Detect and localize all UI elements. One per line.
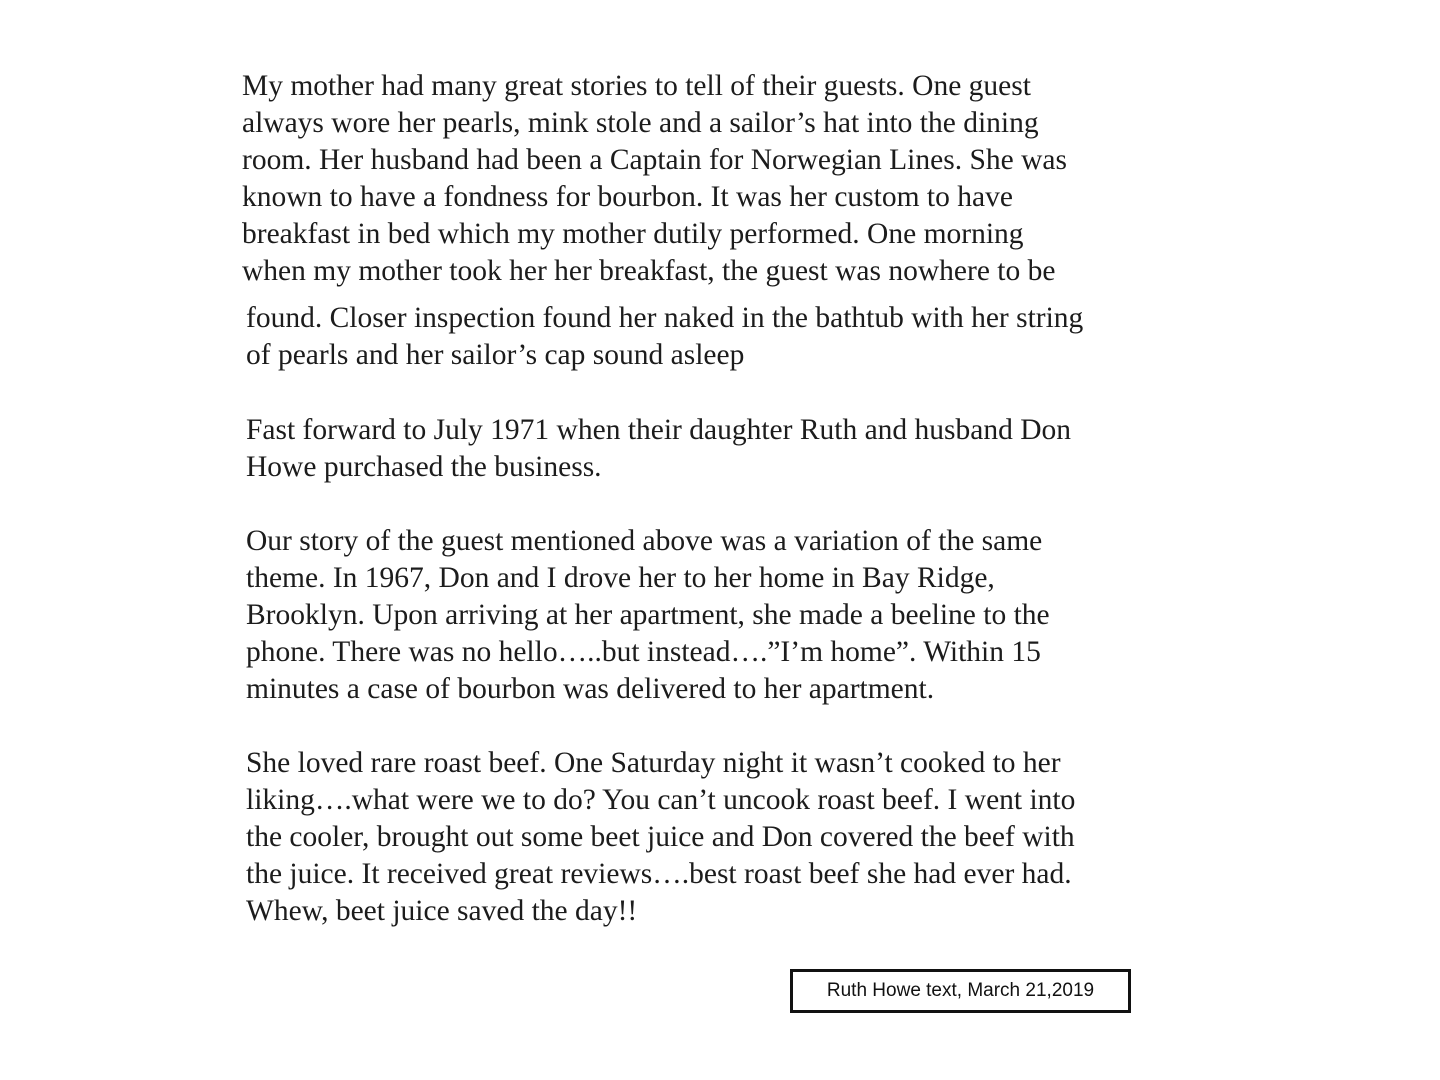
text-line: Whew, beet juice saved the day!! (246, 895, 638, 927)
text-line: liking….what were we to do? You can’t uncook roast beef. I went into (246, 784, 1076, 816)
text-line: the cooler, brought out some beet juice and Don covered the beef with (246, 821, 1075, 853)
text-line: of pearls and her sailor’s cap sound asleep (246, 339, 745, 371)
text-line: breakfast in bed which my mother dutily performed. One morning (242, 218, 1024, 250)
text-line: when my mother took her her breakfast, the guest was nowhere to be (242, 255, 1056, 287)
text-line: the juice. It received great reviews….best roast beef she had ever had. (246, 858, 1072, 890)
text-line: Our story of the guest mentioned above was a variation of the same (246, 525, 1043, 557)
text-line: My mother had many great stories to tell of their guests. One guest (242, 70, 1031, 102)
text-line: Howe purchased the business. (246, 451, 602, 483)
text-line: found. Closer inspection found her naked in the bathtub with her string (246, 302, 1084, 334)
text-line: theme. In 1967, Don and I drove her to her home in Bay Ridge, (246, 562, 995, 594)
attribution-box (790, 969, 1131, 1013)
text-line: Brooklyn. Upon arriving at her apartment, she made a beeline to the (246, 599, 1050, 631)
text-line: minutes a case of bourbon was delivered to her apartment. (246, 673, 935, 705)
text-line: room. Her husband had been a Captain for Norwegian Lines. She was (242, 144, 1067, 176)
attribution-caption: Ruth Howe text, March 21,2019 (826, 980, 1095, 1001)
text-line: phone. There was no hello…..but instead….”I’m home”. Within 15 (246, 636, 1041, 668)
text-line: always wore her pearls, mink stole and a sailor’s hat into the dining (242, 107, 1039, 139)
text-line: Fast forward to July 1971 when their daughter Ruth and husband Don (246, 414, 1072, 446)
text-line: She loved rare roast beef. One Saturday night it wasn’t cooked to her (246, 747, 1061, 779)
text-line: known to have a fondness for bourbon. It was her custom to have (242, 181, 1013, 213)
